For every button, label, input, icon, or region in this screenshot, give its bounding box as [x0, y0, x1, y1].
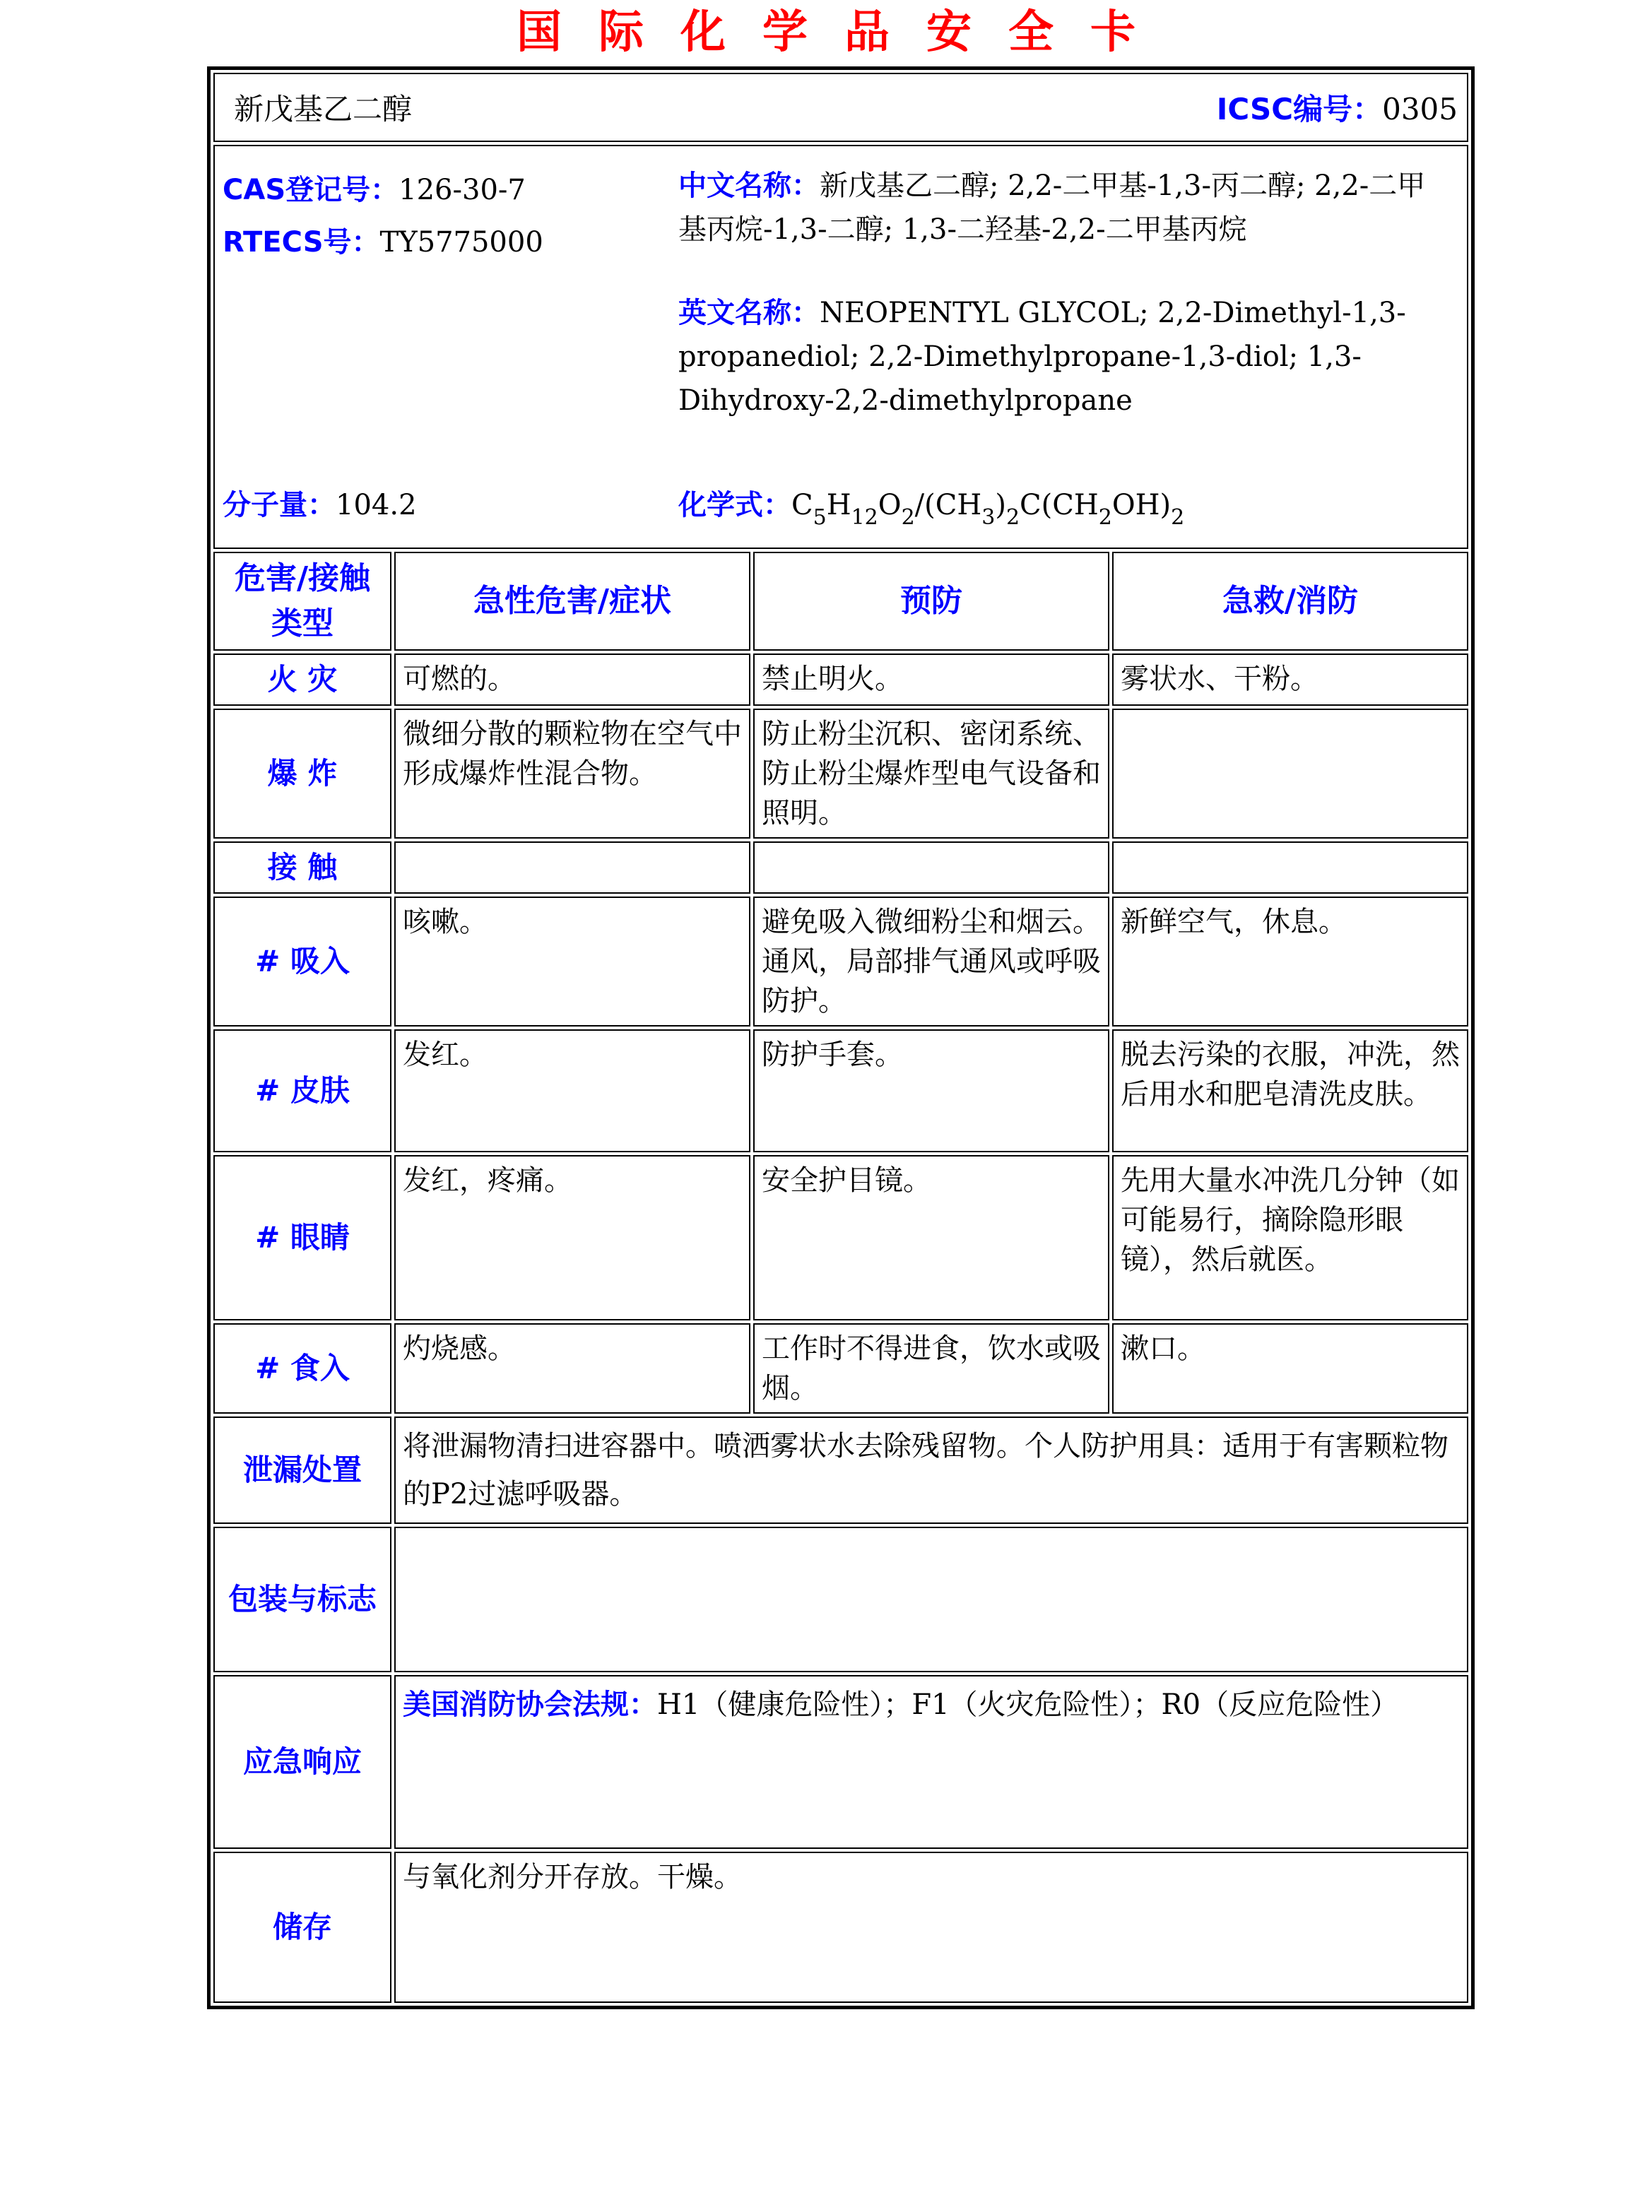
- skin-row: [213, 1029, 1468, 1152]
- icsc-number-group: [1217, 86, 1458, 129]
- ingestion-first-aid: 漱口。: [1112, 1323, 1468, 1414]
- english-name-value: NEOPENTYL GLYCOL; 2,2-Dimethyl-1,3-propanediol; 2,2-Dimethylpropane-1,3-diol; 1,3-Dihydroxy-2,2-dimethylpropane: [678, 297, 1406, 417]
- header-first-aid: 急救/消防: [1112, 552, 1468, 651]
- ingestion-prevention: 工作时不得进食，饮水或吸烟。: [753, 1323, 1109, 1414]
- molecular-weight-line: [223, 483, 678, 530]
- ingestion-symptoms: 灼烧感。: [394, 1323, 750, 1414]
- skin-symptoms: 发红。: [394, 1029, 750, 1152]
- fire-row: [213, 653, 1468, 706]
- contact-first-aid: [1112, 841, 1468, 894]
- explosion-label: 爆 炸: [213, 709, 391, 839]
- nfpa-label: 美国消防协会法规：: [402, 1688, 657, 1721]
- chinese-name-value: 新戊基乙二醇; 2,2-二甲基-1,3-丙二醇; 2,2-二甲基丙烷-1,3-二醇; 1,3-二羟基-2,2-二甲基丙烷: [678, 170, 1426, 246]
- emergency-label: 应急响应: [213, 1675, 391, 1849]
- page-title: 国际化学品安全卡: [517, 6, 1172, 59]
- chemical-name: 新戊基乙二醇: [234, 92, 413, 126]
- chemical-names: [678, 164, 1459, 422]
- identifiers-row: [213, 145, 1468, 549]
- card-name-cell: [213, 73, 1468, 142]
- inhalation-first-aid: 新鲜空气，休息。: [1112, 897, 1468, 1027]
- rtecs-number-line: [223, 216, 678, 268]
- identifiers-cell: [213, 145, 1468, 549]
- packaging-label: 包装与标志: [213, 1527, 391, 1672]
- eyes-first-aid: 先用大量水冲洗几分钟（如可能易行，摘除隐形眼镜），然后就医。: [1112, 1155, 1468, 1320]
- header-hazard-type: 危害/接触类型: [213, 552, 391, 651]
- header-acute-hazards: 急性危害/症状: [394, 552, 750, 651]
- spillage-content: 将泄漏物清扫进容器中。喷洒雾状水去除残留物。个人防护用具：适用于有害颗粒物的P2过滤呼吸器。: [394, 1416, 1468, 1524]
- rtecs-value: TY5775000: [379, 226, 543, 259]
- formula-line: [678, 483, 1459, 530]
- eyes-label: # 眼睛: [213, 1155, 391, 1320]
- icsc-number-label: ICSC编号：: [1216, 92, 1383, 126]
- skin-prevention: 防护手套。: [753, 1029, 1109, 1152]
- skin-label: # 皮肤: [213, 1029, 391, 1152]
- contact-symptoms: [394, 841, 750, 894]
- storage-row: [213, 1852, 1468, 2003]
- eyes-prevention: 安全护目镜。: [753, 1155, 1109, 1320]
- storage-content: 与氧化剂分开存放。干燥。: [394, 1852, 1468, 2003]
- explosion-prevention: 防止粉尘沉积、密闭系统、防止粉尘爆炸型电气设备和照明。: [753, 709, 1109, 839]
- inhalation-row: [213, 897, 1468, 1027]
- molecular-weight-label: 分子量：: [223, 489, 336, 521]
- contact-row: [213, 841, 1468, 894]
- inhalation-prevention: 避免吸入微细粉尘和烟云。通风，局部排气通风或呼吸防护。: [753, 897, 1109, 1027]
- packaging-row: [213, 1527, 1468, 1672]
- eyes-symptoms: 发红，疼痛。: [394, 1155, 750, 1320]
- inhalation-label: # 吸入: [213, 897, 391, 1027]
- fire-prevention: 禁止明火。: [753, 653, 1109, 706]
- registry-numbers: [223, 164, 678, 422]
- contact-prevention: [753, 841, 1109, 894]
- formula-label: 化学式：: [678, 489, 791, 521]
- english-name-paragraph: [678, 291, 1452, 422]
- hazard-header-row: [213, 552, 1468, 651]
- inhalation-symptoms: 咳嗽。: [394, 897, 750, 1027]
- fire-symptoms: 可燃的。: [394, 653, 750, 706]
- skin-first-aid: 脱去污染的衣服，冲洗，然后用水和肥皂清洗皮肤。: [1112, 1029, 1468, 1152]
- ingestion-label: # 食入: [213, 1323, 391, 1414]
- eyes-row: [213, 1155, 1468, 1320]
- cas-number-line: [223, 164, 678, 216]
- molecular-weight-value: 104.2: [336, 489, 417, 521]
- fire-first-aid: 雾状水、干粉。: [1112, 653, 1468, 706]
- cas-label: CAS登记号：: [223, 174, 399, 206]
- contact-label: 接 触: [213, 841, 391, 894]
- nfpa-codes: H1（健康危险性）；F1（火灾危险性）；R0（反应危险性）: [656, 1688, 1399, 1721]
- rtecs-label: RTECS号：: [223, 226, 380, 259]
- explosion-symptoms: 微细分散的颗粒物在空气中形成爆炸性混合物。: [394, 709, 750, 839]
- chinese-name-label: 中文名称：: [678, 170, 820, 202]
- card-name-row: [213, 73, 1468, 142]
- english-name-label: 英文名称：: [678, 297, 820, 329]
- packaging-content: [394, 1527, 1468, 1672]
- explosion-first-aid: [1112, 709, 1468, 839]
- chinese-name-paragraph: [678, 164, 1452, 252]
- storage-label: 储存: [213, 1852, 391, 2003]
- icsc-number-value: 0305: [1382, 92, 1458, 126]
- fire-label: 火 灾: [213, 653, 391, 706]
- header-prevention: 预防: [753, 552, 1109, 651]
- cas-value: 126-30-7: [399, 174, 526, 206]
- ingestion-row: [213, 1323, 1468, 1414]
- emergency-row: [213, 1675, 1468, 1849]
- explosion-row: [213, 709, 1468, 839]
- spillage-label: 泄漏处置: [213, 1416, 391, 1524]
- icsc-card-table: [207, 66, 1475, 2009]
- formula-value: $C_5H_{12}O_2/(CH_3)_2C(CH_2OH)_2$: [791, 489, 1185, 530]
- spillage-row: [213, 1416, 1468, 1524]
- emergency-content: [394, 1675, 1468, 1849]
